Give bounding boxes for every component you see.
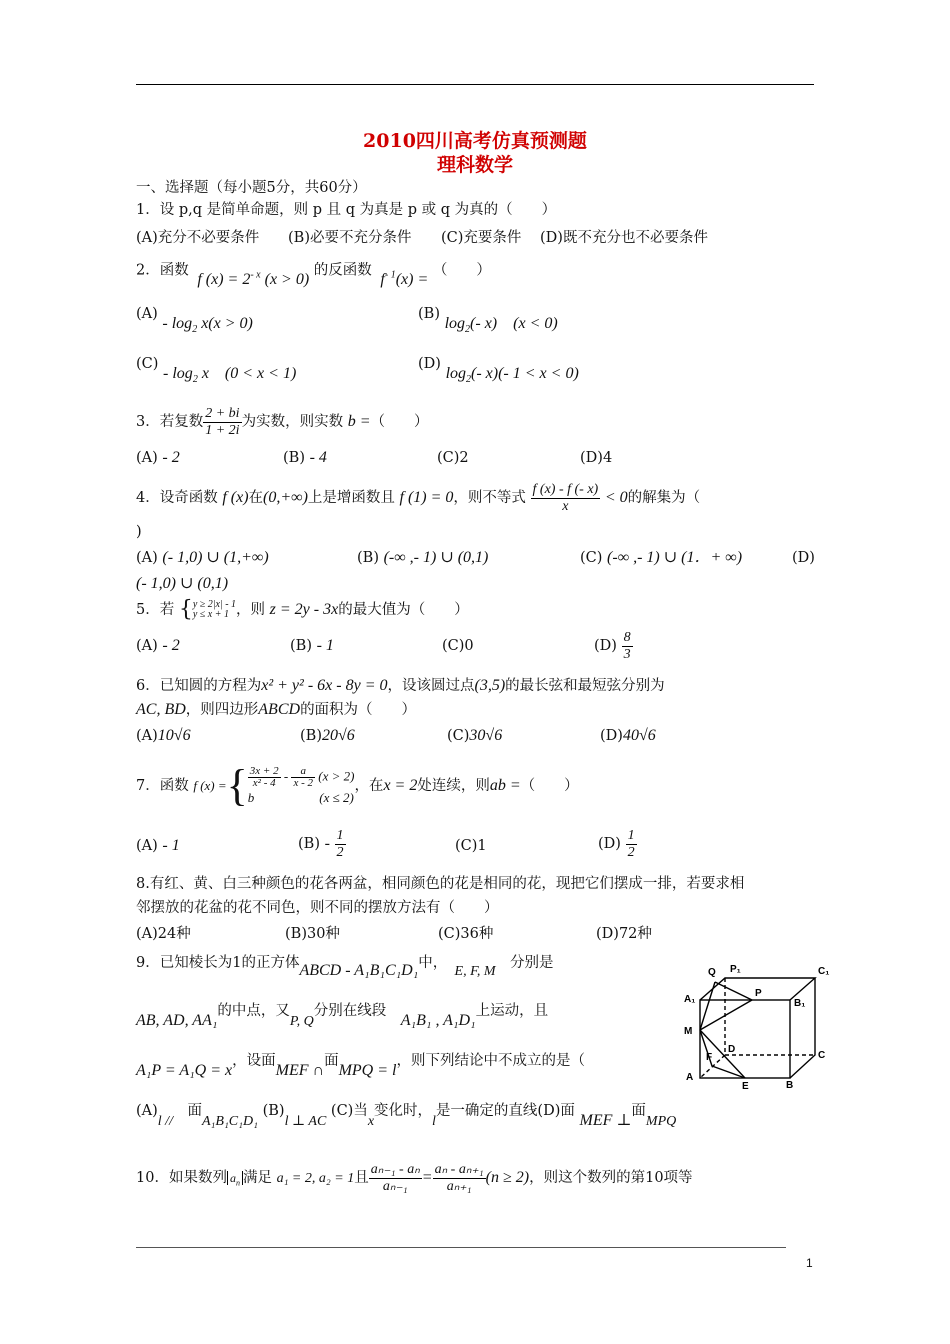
section-heading: 一、选择题（每小题5分，共60分） — [136, 180, 367, 196]
question-6-line-1: 6．已知圆的方程为x² + y² - 6x - 8y = 0，设该圆过点(3,5)的最长弦和最短弦分别为 — [136, 677, 665, 694]
fig-label-q: Q — [708, 967, 716, 978]
q8-option-c: (C)36种 — [438, 926, 494, 942]
q7-option-a: (A) - 1 — [136, 837, 180, 854]
q2-inverse: $f^{- 1}(x)$ = — [380, 270, 429, 289]
fig-label-c1: C₁ — [818, 966, 830, 977]
paper-subtitle: 理科数学 — [436, 154, 513, 176]
fig-label-p: P — [755, 988, 762, 999]
q2-option-b: (B) $\log_2(-$ x) (x < 0) — [418, 306, 558, 336]
q1-option-a: (A)充分不必要条件 — [136, 230, 260, 246]
q5-option-a: (A) - 2 — [136, 637, 180, 654]
cube-right-face — [790, 978, 815, 1078]
fig-label-a1: A₁ — [684, 994, 696, 1005]
question-6-line-2: AC, BD，则四边形ABCD的面积为（ ） — [136, 701, 417, 718]
segment-qp — [715, 982, 752, 1000]
fig-label-m: M — [684, 1026, 693, 1037]
q5-option-c: (C)0 — [442, 638, 474, 654]
q4-option-d: (- 1,0) ∪ (0,1) — [136, 575, 229, 592]
fig-label-p1: P₁ — [730, 964, 741, 975]
cube-figure — [680, 960, 830, 1090]
q7-option-b: (B) - $\frac{1}{2}$ — [298, 827, 344, 860]
q3-option-b: (B) - 4 — [283, 449, 327, 466]
q9-option-b: (B)l ⊥ AC — [262, 1103, 327, 1129]
question-8-line-2: 邻摆放的花盆的花不同色，则不同的摆放方法有（ ） — [136, 900, 499, 916]
q5-option-b: (B) - 1 — [290, 637, 334, 654]
q4-continuation: ) — [136, 524, 142, 540]
question-9-line-2: AB, AD, AA₁的中点，又P, Q分别在线段 A₁B₁ , A₁D₁上运动，且 — [136, 1003, 549, 1029]
q2-option-a: $(A) - \log_2 x(x > 0)$ — [136, 306, 253, 336]
q1-option-c: (C)充要条件 — [441, 230, 522, 246]
q5-option-d: (D) $\frac{8}{3}$ — [594, 629, 631, 662]
q6-option-d: (D)40√6 — [600, 727, 656, 744]
q2-function: f $(x) = 2^{- x}$ (x > 0) — [197, 270, 310, 289]
q3-fraction: $\frac{2 + bi}{1 + 2i}$ — [205, 405, 240, 438]
q2-option-c: $(C) - \log_2 x$ (0 < x < 1) — [136, 356, 297, 386]
q9-option-a: (A)l // 面A₁B₁C₁D₁ — [136, 1103, 258, 1129]
q6-option-a: (A)10√6 — [136, 727, 191, 744]
fig-label-e: E — [742, 1081, 749, 1090]
question-9-line-1: 9．已知棱长为1的正方体ABCD - A₁B₁C₁D₁中， E, F, M 分别是 — [136, 955, 554, 979]
q6-option-c: (C)30√6 — [447, 727, 503, 744]
q3-option-d: (D)4 — [580, 450, 613, 466]
q7-option-c: (C)1 — [455, 838, 487, 854]
q4-fraction: $\frac{f (x) - f (- x)}{x}$ — [532, 481, 599, 514]
q9-option-d: MEF ⊥面MPQ — [579, 1103, 677, 1129]
q3-option-c: (C)2 — [437, 450, 469, 466]
fig-label-b1: B₁ — [794, 998, 806, 1009]
q7-piecewise: $\frac{3x + 2}{\text{x² - 4}}$ - $\frac{a}{x - 2}$ (x > 2) b (x ≤ 2) — [247, 764, 355, 805]
q4-option-d-label: (D) — [792, 550, 815, 566]
fig-label-a: A — [686, 1072, 694, 1083]
footer-rule — [136, 1247, 786, 1248]
question-10: 10．如果数列 $a_n$ 满足 a₁ = 2, a₂ = 1且 $\frac{\text{aₙ₋₁ - aₙ}}{\text{aₙ₋₁}}$ = $\frac{\text{aₙ - aₙ₊₁}}{\text{aₙ₊₁}}$ (n ≥ 2)，则这个数列的第10项等 — [136, 1161, 693, 1194]
fig-label-f: F — [706, 1052, 713, 1063]
question-8-line-1: 8.有红、黄、白三种颜色的花各两盆，相同颜色的花是相同的花，现把它们摆成一排，若要求相 — [136, 876, 745, 892]
q2-paren: （ ） — [432, 262, 491, 279]
q6-option-b: (B)20√6 — [300, 727, 355, 744]
q3-option-a: (A) - 2 — [136, 449, 180, 466]
header-rule — [136, 84, 814, 85]
question-5: 5．若 { y ≥ 2|x| - 1 y ≤ x + 1 ，则 z = 2y - 3x的最大值为（ ） — [136, 597, 469, 622]
q4-option-a: (A) (- 1,0) ∪ (1,+∞) — [136, 549, 269, 566]
fig-label-c: C — [818, 1050, 826, 1061]
question-7: 7．函数 f (x) ={ $\frac{3x + 2}{\text{x² - 4}}$ - $\frac{a}{x - 2}$ (x > 2) b (x ≤ 2) ，在x = 2处连续，则ab =（ ） — [136, 761, 579, 810]
question-9-line-3: A₁P = A₁Q = x，设面MEF ∩面MPQ = l，则下列结论中不成立的是（ — [136, 1053, 585, 1079]
question-4: 4．设奇函数 f (x)在(0,+∞)上是增函数且 f (1) = 0，则不等式 $\frac{f (x) - f (- x)}{x}$ < 0的解集为（ — [136, 481, 701, 514]
q9-option-c: (C)当x变化时，l是一确定的直线(D)面 — [330, 1103, 575, 1129]
question-2 — [136, 256, 491, 289]
paper-title: 2010四川高考仿真预测题 — [363, 130, 587, 152]
question-3: 3．若复数 $\frac{2 + bi}{1 + 2i}$ 为实数，则实数 b =（ ） — [136, 405, 429, 438]
q8-option-d: (D)72种 — [596, 926, 652, 942]
q1-option-b: (B)必要不充分条件 — [288, 230, 412, 246]
fig-label-b: B — [786, 1080, 794, 1090]
q4-option-c: (C) (-∞ ,- 1) ∪ (1．+ ∞) — [580, 549, 743, 566]
page-number: 1 — [806, 1256, 813, 1270]
q2-stem: 2．函数 — [136, 262, 189, 279]
q2-inverse-text: 的反函数 — [313, 262, 372, 279]
q2-option-d: (D) $\log_2(-$ x)(- 1 < x < 0) — [418, 356, 579, 386]
q8-option-b: (B)30种 — [285, 926, 340, 942]
question-1: 1．设 p,q 是简单命题，则 p 且 q 为真是 p 或 q 为真的（ ） — [136, 202, 557, 218]
fig-label-d: D — [728, 1044, 736, 1055]
q1-option-d: (D)既不充分也不必要条件 — [540, 230, 708, 246]
q7-option-d: (D) $\frac{1}{2}$ — [598, 827, 635, 860]
q8-option-a: (A)24种 — [136, 926, 191, 942]
q4-option-b: (B) (-∞ ,- 1) ∪ (0,1) — [357, 549, 489, 566]
question-9-options — [136, 1098, 677, 1129]
